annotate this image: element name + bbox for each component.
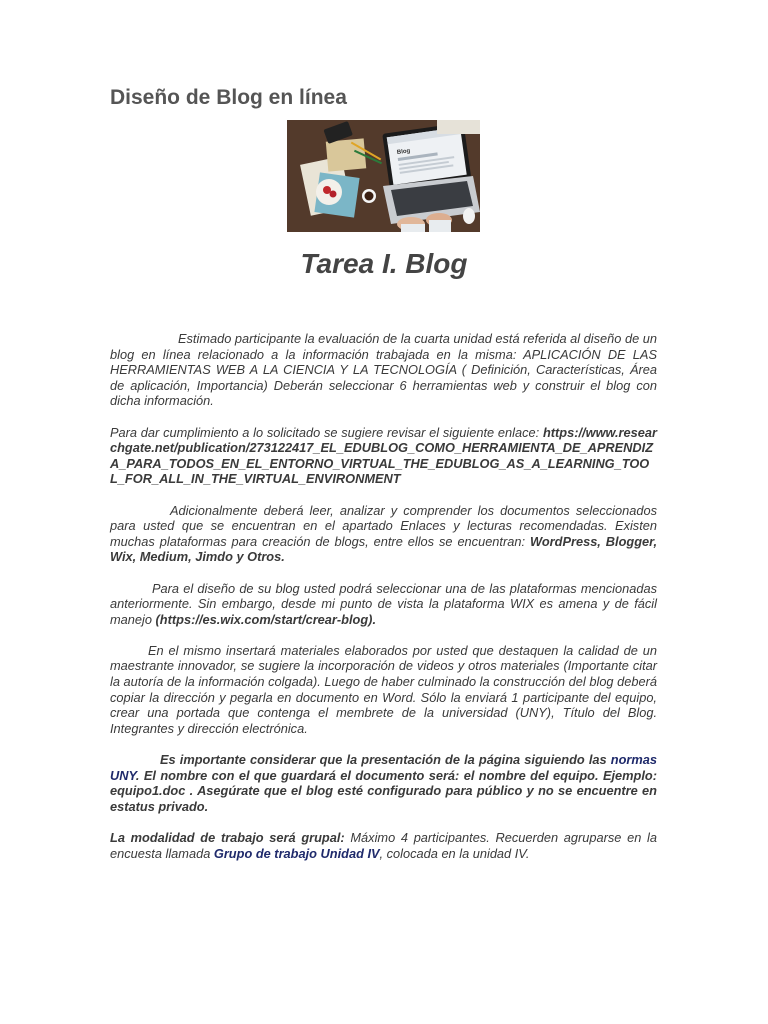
modality-text-a: Máximo 4 participantes. Recuerden agruparse en la encuesta llamada xyxy=(110,830,657,861)
paragraph-wix xyxy=(110,581,657,628)
normas-uny-link[interactable]: normas UNY xyxy=(110,752,657,783)
modality-label: La modalidad de trabajo será grupal: xyxy=(110,830,345,845)
wix-end: . xyxy=(372,611,376,627)
document-body xyxy=(110,331,657,877)
presentation-text-a: Es importante considerar que la presentación de la página siguiendo las xyxy=(160,752,607,768)
laptop-desk-illustration xyxy=(287,120,480,232)
researchgate-link[interactable]: https://www.researchgate.net/publication/273122417_EL_EDUBLOG_COMO_HERRAMIENTA_DE_APRENDIZA_PARA_TODOS_EN_EL_ENTORNO_VIRTUAL_THE_EDUBLOG_AS_A_LEARNING_TOOL_FOR_ALL_IN_THE_VIRTUAL_ENVIRONMENT xyxy=(110,424,657,487)
reference-lead-text: Para dar cumplimiento a lo solicitado se sugiere revisar el siguiente enlace: xyxy=(110,424,540,440)
wix-text: Para el diseño de su blog usted podrá seleccionar una de las plataformas mencionadas anteriormente. Sin embargo, desde mi punto de vista la plataforma WIX es amena y de fácil manejo xyxy=(110,580,657,627)
platforms-list: WordPress, Blogger, Wix, Medium, Jimdo y Otros xyxy=(110,533,657,565)
wix-link[interactable]: (https://es.wix.com/start/crear-blog) xyxy=(155,611,373,627)
paragraph-presentation xyxy=(110,752,657,814)
paragraph-materials: En el mismo insertará materiales elaborados por usted que destaquen la calidad de un maestrante innovador, se sugiere la incorporación de videos y otros materiales (Importante citar la autoría de la información colgada). Luego de haber culminado la construcción del blog deberá copiar la dirección y pegarla en documento en Word. Sólo la enviará 1 participante del equipo, crear una portada que contenga el membrete de la universidad (UNY), Título del Blog. Integrantes y dirección electrónica. xyxy=(110,642,657,736)
presentation-text-b: . El nombre con el que guardará el documento será: el nombre del equipo. Ejemplo: equipo1.doc . Asegúrate que el blog esté configurado para público y no se encuentre en estatus privado. xyxy=(110,767,657,814)
paragraph-intro: Estimado participante la evaluación de la cuarta unidad está referida al diseño de un blog en línea relacionado a la información trabajada en la misma: APLICACIÓN DE LAS HERRAMIENTAS WEB A LA CIENCIA Y LA TECNOLOGÍA ( Definición, Características, Área de aplicación, Importancia) Deberán seleccionar 6 herramientas web y construir el blog con dicha información. xyxy=(110,331,657,409)
laptop-screen-text: Blog xyxy=(396,148,411,157)
paragraph-platforms xyxy=(110,503,657,565)
assignment-title: Tarea I. Blog xyxy=(300,248,468,279)
blog-workspace-photo xyxy=(287,120,480,232)
paragraph-reference xyxy=(110,425,657,487)
grupo-trabajo-link[interactable]: Grupo de trabajo Unidad IV xyxy=(213,845,380,861)
platforms-text: Adicionalmente deberá leer, analizar y comprender los documentos seleccionados para usted que se encuentran en el apartado Enlaces y lecturas recomendadas. Existen muchas plataformas para creación de blogs, entre ellos se encuentran: xyxy=(110,502,657,549)
paragraph-modality xyxy=(110,830,657,861)
modality-text-b: , colocada en la unidad IV. xyxy=(379,845,530,861)
document-heading: Diseño de Blog en línea xyxy=(110,86,347,109)
platforms-end: . xyxy=(281,549,285,565)
